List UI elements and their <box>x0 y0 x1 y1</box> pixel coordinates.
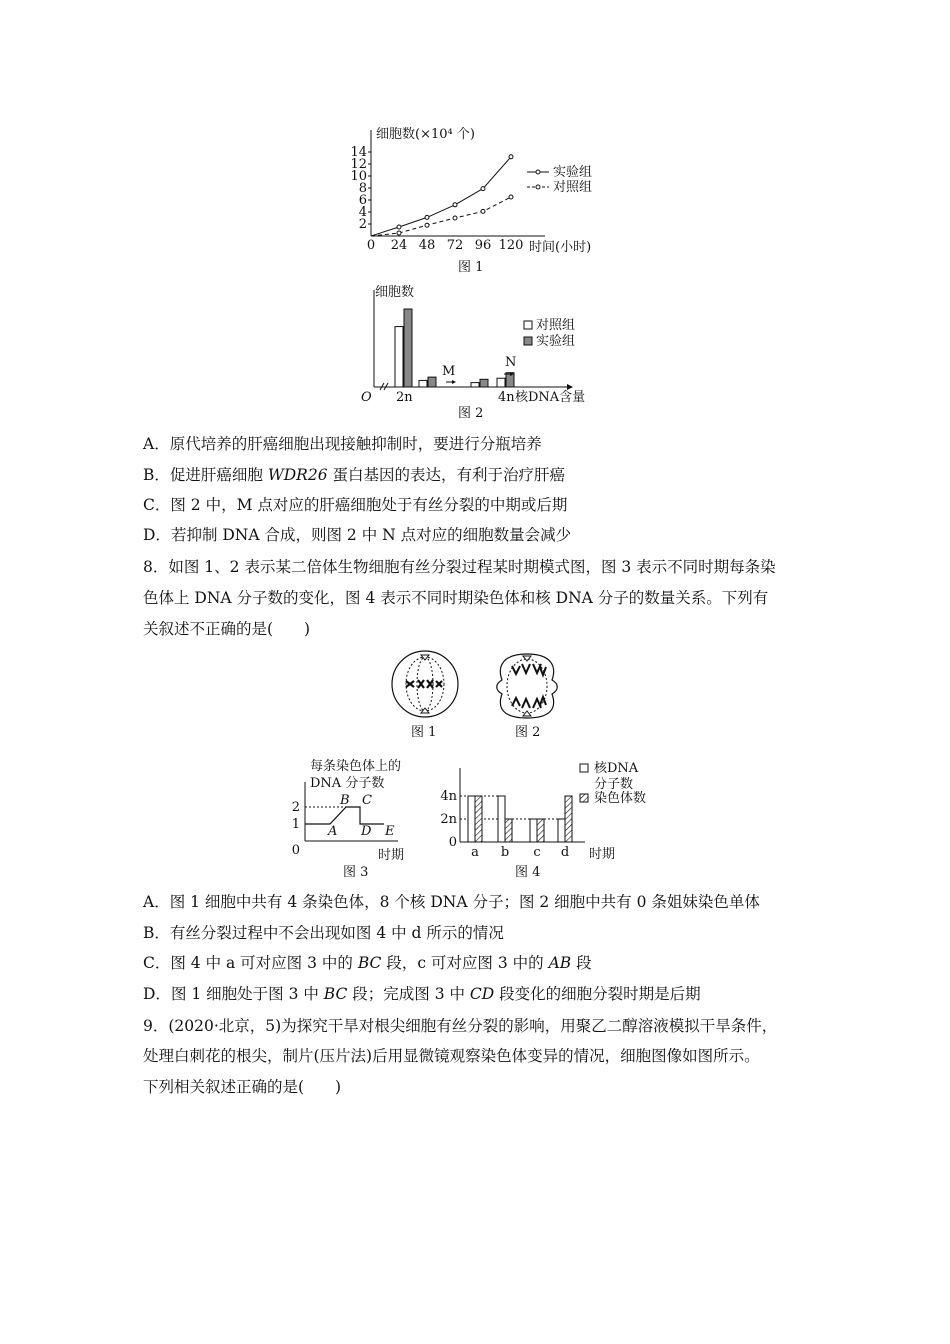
fig4-bar <box>475 796 482 842</box>
fig2-legend-ctrl: 对照组 <box>536 318 576 333</box>
figure-2-bar-chart <box>355 282 605 422</box>
fig3-point-label: B <box>340 793 350 808</box>
cell2-caption: 图 2 <box>515 725 541 740</box>
fig1-x-tick-label: 72 <box>446 238 464 253</box>
fig1-point <box>397 231 401 235</box>
q8-option-a: A．图 1 细胞中共有 4 条染色体，8 个核 DNA 分子；图 2 细胞中共有 0 条姐妹染色单体 <box>143 893 760 911</box>
fig2-bar <box>480 379 488 387</box>
fig1-x-tick-label: 24 <box>390 238 408 253</box>
fig1-point <box>509 155 513 159</box>
fig1-point <box>425 215 429 219</box>
fig4-bar <box>537 819 544 842</box>
cell1-membrane <box>392 651 458 717</box>
fig1-series-line-0 <box>371 157 511 236</box>
q7-option-a: A．原代培养的肝癌细胞出现接触抑制时，要进行分瓶培养 <box>143 435 542 453</box>
cell2-chromosomes <box>512 664 546 708</box>
fig2-mark-n: N <box>505 355 517 370</box>
fig4-xlabel: 时期 <box>589 847 616 862</box>
fig3-y-tick-label: 1 <box>291 817 300 832</box>
fig4-bar <box>558 819 565 842</box>
fig3-origin: 0 <box>291 843 300 858</box>
cell1-chromosomes <box>406 680 442 688</box>
fig2-legend-box-ctrl <box>524 321 532 329</box>
fig1-y-tick-label: 8 <box>358 181 367 196</box>
fig4-y-tick-label: 2n <box>440 812 457 827</box>
cell2-centriole-top <box>523 656 531 661</box>
fig4-bar <box>530 819 537 842</box>
fig3-point-label: C <box>362 793 372 808</box>
fig1-series-line-1 <box>371 197 511 236</box>
figure-4-bar-chart <box>440 752 670 880</box>
fig1-point <box>481 209 485 213</box>
fig1-point <box>481 187 485 191</box>
fig3-xlabel: 时期 <box>378 848 405 863</box>
q9-stem-line-1: 9．(2020·北京，5)为探究干旱对根尖细胞有丝分裂的影响，用聚乙二醇溶液模拟干旱条件， <box>143 1017 778 1035</box>
q8-cell-figures <box>385 650 560 742</box>
q8-option-b: B．有丝分裂过程中不会出现如图 4 中 d 所示的情况 <box>143 924 504 942</box>
cell2-centriole-bottom <box>523 711 531 716</box>
fig4-bar <box>498 796 505 842</box>
fig4-bar <box>565 796 572 842</box>
fig1-y-tick-label: 10 <box>350 169 367 184</box>
fig2-bar <box>395 327 403 387</box>
fig2-bar <box>419 380 427 387</box>
fig1-x-tick-label: 0 <box>366 238 376 253</box>
q7-option-d: D．若抑制 DNA 合成，则图 2 中 N 点对应的细胞数量会减少 <box>143 526 572 544</box>
fig3-title-2: DNA 分子数 <box>310 776 385 791</box>
fig3-point-label: E <box>385 824 395 839</box>
fig2-legend-box-exp <box>524 337 532 345</box>
fig3-series-line <box>305 807 384 824</box>
fig1-xlabel: 时间(小时) <box>529 240 592 255</box>
fig4-bar <box>468 796 475 842</box>
fig2-mark-m: M <box>442 364 456 379</box>
fig4-legend-box-dna <box>580 764 588 772</box>
fig3-title-1: 每条染色体上的 <box>310 759 402 774</box>
fig2-bar <box>471 383 479 387</box>
fig1-y-tick-label: 12 <box>350 157 367 172</box>
fig3-y-tick-label: 2 <box>291 800 300 815</box>
cell1-caption: 图 1 <box>411 725 437 740</box>
figure-3-line-chart <box>288 756 428 880</box>
fig4-y-tick-label: 4n <box>440 789 457 804</box>
fig1-point <box>397 225 401 229</box>
fig1-legend-marker-exp <box>536 170 540 174</box>
cell2-membrane <box>497 654 558 718</box>
fig1-y-tick-label: 6 <box>358 193 367 208</box>
fig4-category-label: c <box>533 845 541 860</box>
fig1-point <box>453 203 457 207</box>
fig4-category-label: b <box>500 845 510 860</box>
fig2-xlabel: 核DNA含量 <box>515 390 586 405</box>
fig4-category-label: d <box>560 845 570 860</box>
fig1-x-tick-label: 120 <box>498 238 524 253</box>
q8-option-d: D．图 1 细胞处于图 3 中 BC 段；完成图 3 中 CD 段变化的细胞分裂时期是后期 <box>143 985 701 1003</box>
q7-option-b: B．促进肝癌细胞 WDR26 蛋白基因的表达，有利于治疗肝癌 <box>143 466 566 484</box>
fig1-y-tick-label: 2 <box>358 217 367 232</box>
q8-stem-line-3: 关叙述不正确的是( ) <box>143 620 311 638</box>
fig1-ylabel: 细胞数(×10⁴ 个) <box>376 127 475 142</box>
fig2-caption: 图 2 <box>458 406 484 421</box>
fig2-bar <box>404 309 412 387</box>
fig2-bar <box>428 377 436 387</box>
fig1-legend-marker-ctrl <box>536 185 540 189</box>
fig2-legend-exp: 实验组 <box>536 334 576 349</box>
fig4-category-label: a <box>471 845 479 860</box>
fig2-origin: O <box>361 390 372 405</box>
q9-stem-line-3: 下列相关叙述正确的是( ) <box>143 1078 342 1096</box>
fig1-y-tick-label: 4 <box>358 205 367 220</box>
fig4-legend-dna-2: 分子数 <box>594 777 634 792</box>
fig3-point-label: A <box>328 824 338 839</box>
q8-option-c: C．图 4 中 a 可对应图 3 中的 BC 段，c 可对应图 3 中的 AB 段 <box>143 954 592 972</box>
fig2-m-arrowhead <box>452 380 456 384</box>
q9-stem-line-2: 处理白刺花的根尖，制片(压片法)后用显微镜观察染色体变异的情况，细胞图像如图所示。 <box>143 1047 760 1065</box>
fig4-legend-chromosome: 染色体数 <box>594 791 647 806</box>
fig4-origin: 0 <box>448 835 457 850</box>
fig2-ylabel: 细胞数 <box>375 285 415 300</box>
fig2-tick-2n: 2n <box>396 390 413 405</box>
fig3-caption: 图 3 <box>343 865 369 880</box>
fig4-caption: 图 4 <box>515 865 541 880</box>
fig1-legend-exp: 实验组 <box>553 165 593 180</box>
fig1-point <box>509 195 513 199</box>
fig3-point-label: D <box>361 824 372 839</box>
fig1-x-tick-label: 48 <box>418 238 436 253</box>
fig4-legend-dna-1: 核DNA <box>594 761 639 776</box>
fig2-tick-4n: 4n <box>498 390 515 405</box>
figure-1-line-chart <box>340 120 620 280</box>
fig1-point <box>453 216 457 220</box>
q7-option-c: C．图 2 中，M 点对应的肝癌细胞处于有丝分裂的中期或后期 <box>143 496 568 514</box>
fig1-y-tick-label: 14 <box>350 145 367 160</box>
q8-stem-line-2: 色体上 DNA 分子数的变化，图 4 表示不同时期染色体和核 DNA 分子的数量关系。下列有 <box>143 589 769 607</box>
fig1-legend-ctrl: 对照组 <box>553 180 593 195</box>
fig2-bar <box>497 378 505 387</box>
q8-stem-line-1: 8．如图 1、2 表示某二倍体生物细胞有丝分裂过程某时期模式图，图 3 表示不同时期每条染 <box>143 558 776 576</box>
fig1-point <box>425 223 429 227</box>
fig4-legend-box-chromosome <box>580 794 588 802</box>
fig1-x-tick-label: 96 <box>474 238 492 253</box>
fig4-bar <box>505 819 512 842</box>
fig1-caption: 图 1 <box>458 260 484 275</box>
